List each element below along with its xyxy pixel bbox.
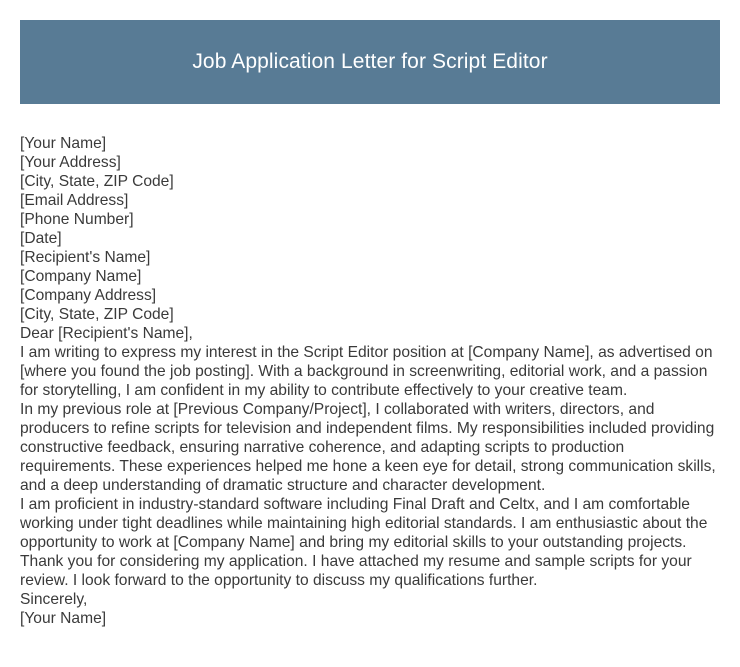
paragraph-intro: I am writing to express my interest in the Script Editor position at [Company Name], as advertised on [where you found the job posting]. With a background in screenwriting, editorial work, and a passion for storytelling, I am confident in my ability to contribute effectively to your creative team. [20, 344, 713, 399]
recipient-name: [Recipient's Name] [20, 249, 151, 266]
paragraph-experience: In my previous role at [Previous Company/Project], I collaborated with writers, directors, and producers to refine scripts for television and independent films. My responsibilities included providing constructive feedback, ensuring narrative coherence, and adapting scripts to production requirements. These experiences helped me hone a keen eye for detail, strong communication skills, and a deep understanding of dramatic structure and character development. [20, 401, 716, 494]
sender-email: [Email Address] [20, 192, 129, 209]
title-banner [20, 20, 720, 104]
paragraph-skills: I am proficient in industry-standard software including Final Draft and Celtx, and I am comfortable working under tight deadlines while maintaining high editorial standards. I am enthusiastic about the opportunity to work at [Company Name] and bring my editorial skills to your outstanding projects. [20, 496, 708, 551]
letter-date: [Date] [20, 230, 62, 247]
sender-name: [Your Name] [20, 135, 107, 152]
signature: [Your Name] [20, 610, 107, 627]
recipient-city-state-zip: [City, State, ZIP Code] [20, 306, 174, 323]
closing: Sincerely, [20, 591, 88, 608]
sender-address: [Your Address] [20, 154, 121, 171]
letter-body [20, 134, 720, 628]
recipient-company: [Company Name] [20, 268, 142, 285]
recipient-company-address: [Company Address] [20, 287, 157, 304]
sender-city-state-zip: [City, State, ZIP Code] [20, 173, 174, 190]
paragraph-thanks: Thank you for considering my application. I have attached my resume and sample scripts for your review. I look forward to the opportunity to discuss my qualifications further. [20, 553, 692, 589]
page-title: Job Application Letter for Script Editor [192, 50, 548, 73]
salutation: Dear [Recipient's Name], [20, 325, 193, 342]
sender-phone: [Phone Number] [20, 211, 134, 228]
